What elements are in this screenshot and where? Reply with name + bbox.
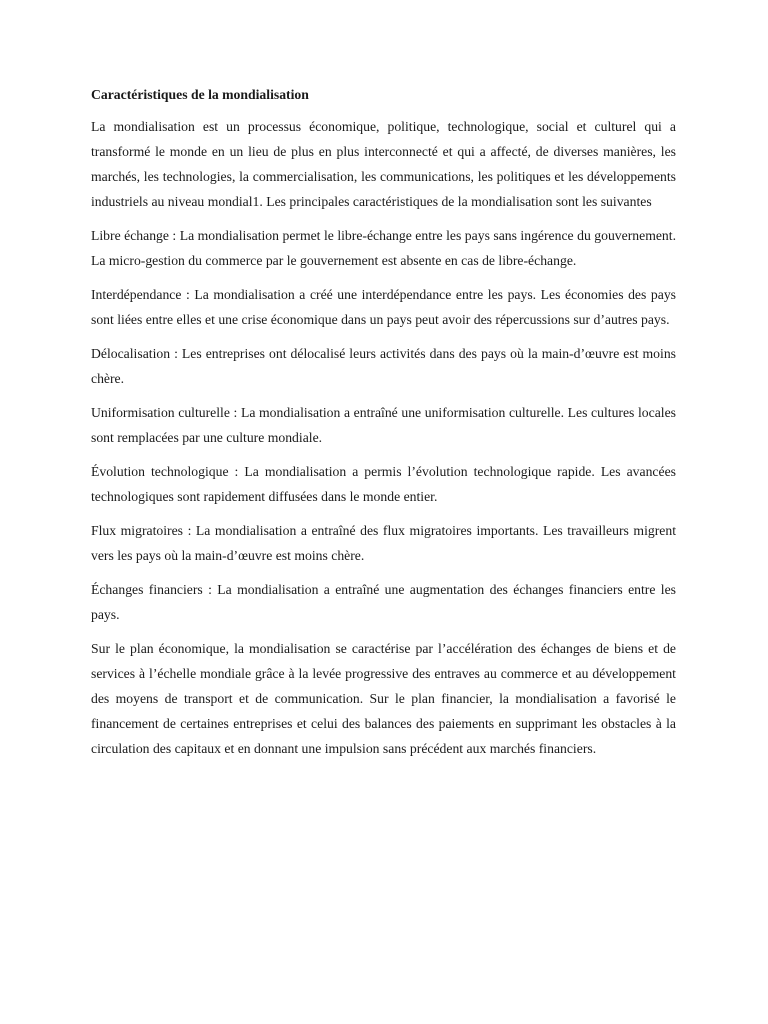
- document-title: Caractéristiques de la mondialisation: [91, 87, 309, 102]
- paragraph-interdependance: Interdépendance : La mondialisation a créé une interdépendance entre les pays. Les économies des pays sont liées entre elles et une crise économique dans un pays peut avoir des répercussions sur d’autres pays.: [91, 287, 676, 327]
- paragraph-uniformisation-culturelle: Uniformisation culturelle : La mondialisation a entraîné une uniformisation culturelle. Les cultures locales sont remplacées par une culture mondiale.: [91, 405, 676, 445]
- paragraph-evolution-technologique: Évolution technologique : La mondialisation a permis l’évolution technologique rapide. Les avancées technologiques sont rapidement diffusées dans le monde entier.: [91, 464, 676, 504]
- paragraph-introduction: La mondialisation est un processus économique, politique, technologique, social et culturel qui a transformé le monde en un lieu de plus en plus interconnecté et qui a affecté, de diverses manières, les marchés, les technologies, la commercialisation, les communications, les politiques et les développements industriels au niveau mondial1. Les principales caractéristiques de la mondialisation sont les suivantes: [91, 119, 676, 209]
- paragraph-flux-migratoires: Flux migratoires : La mondialisation a entraîné des flux migratoires importants. Les travailleurs migrent vers les pays où la main-d’œuvre est moins chère.: [91, 523, 676, 563]
- paragraph-plan-economique-financier: Sur le plan économique, la mondialisation se caractérise par l’accélération des échanges de biens et de services à l’échelle mondiale grâce à la levée progressive des entraves au commerce et au développement des moyens de transport et de communication. Sur le plan financier, la mondialisation a favorisé le financement de certaines entreprises et celui des balances des paiements en supprimant les obstacles à la circulation des capitaux et en donnant une impulsion sans précédent aux marchés financiers.: [91, 641, 676, 756]
- paragraph-echanges-financiers: Échanges financiers : La mondialisation a entraîné une augmentation des échanges financiers entre les pays.: [91, 582, 676, 622]
- document-body: [91, 84, 676, 770]
- paragraph-libre-echange: Libre échange : La mondialisation permet le libre-échange entre les pays sans ingérence du gouvernement. La micro-gestion du commerce par le gouvernement est absente en cas de libre-échange.: [91, 228, 676, 268]
- paragraph-delocalisation: Délocalisation : Les entreprises ont délocalisé leurs activités dans des pays où la main-d’œuvre est moins chère.: [91, 346, 676, 386]
